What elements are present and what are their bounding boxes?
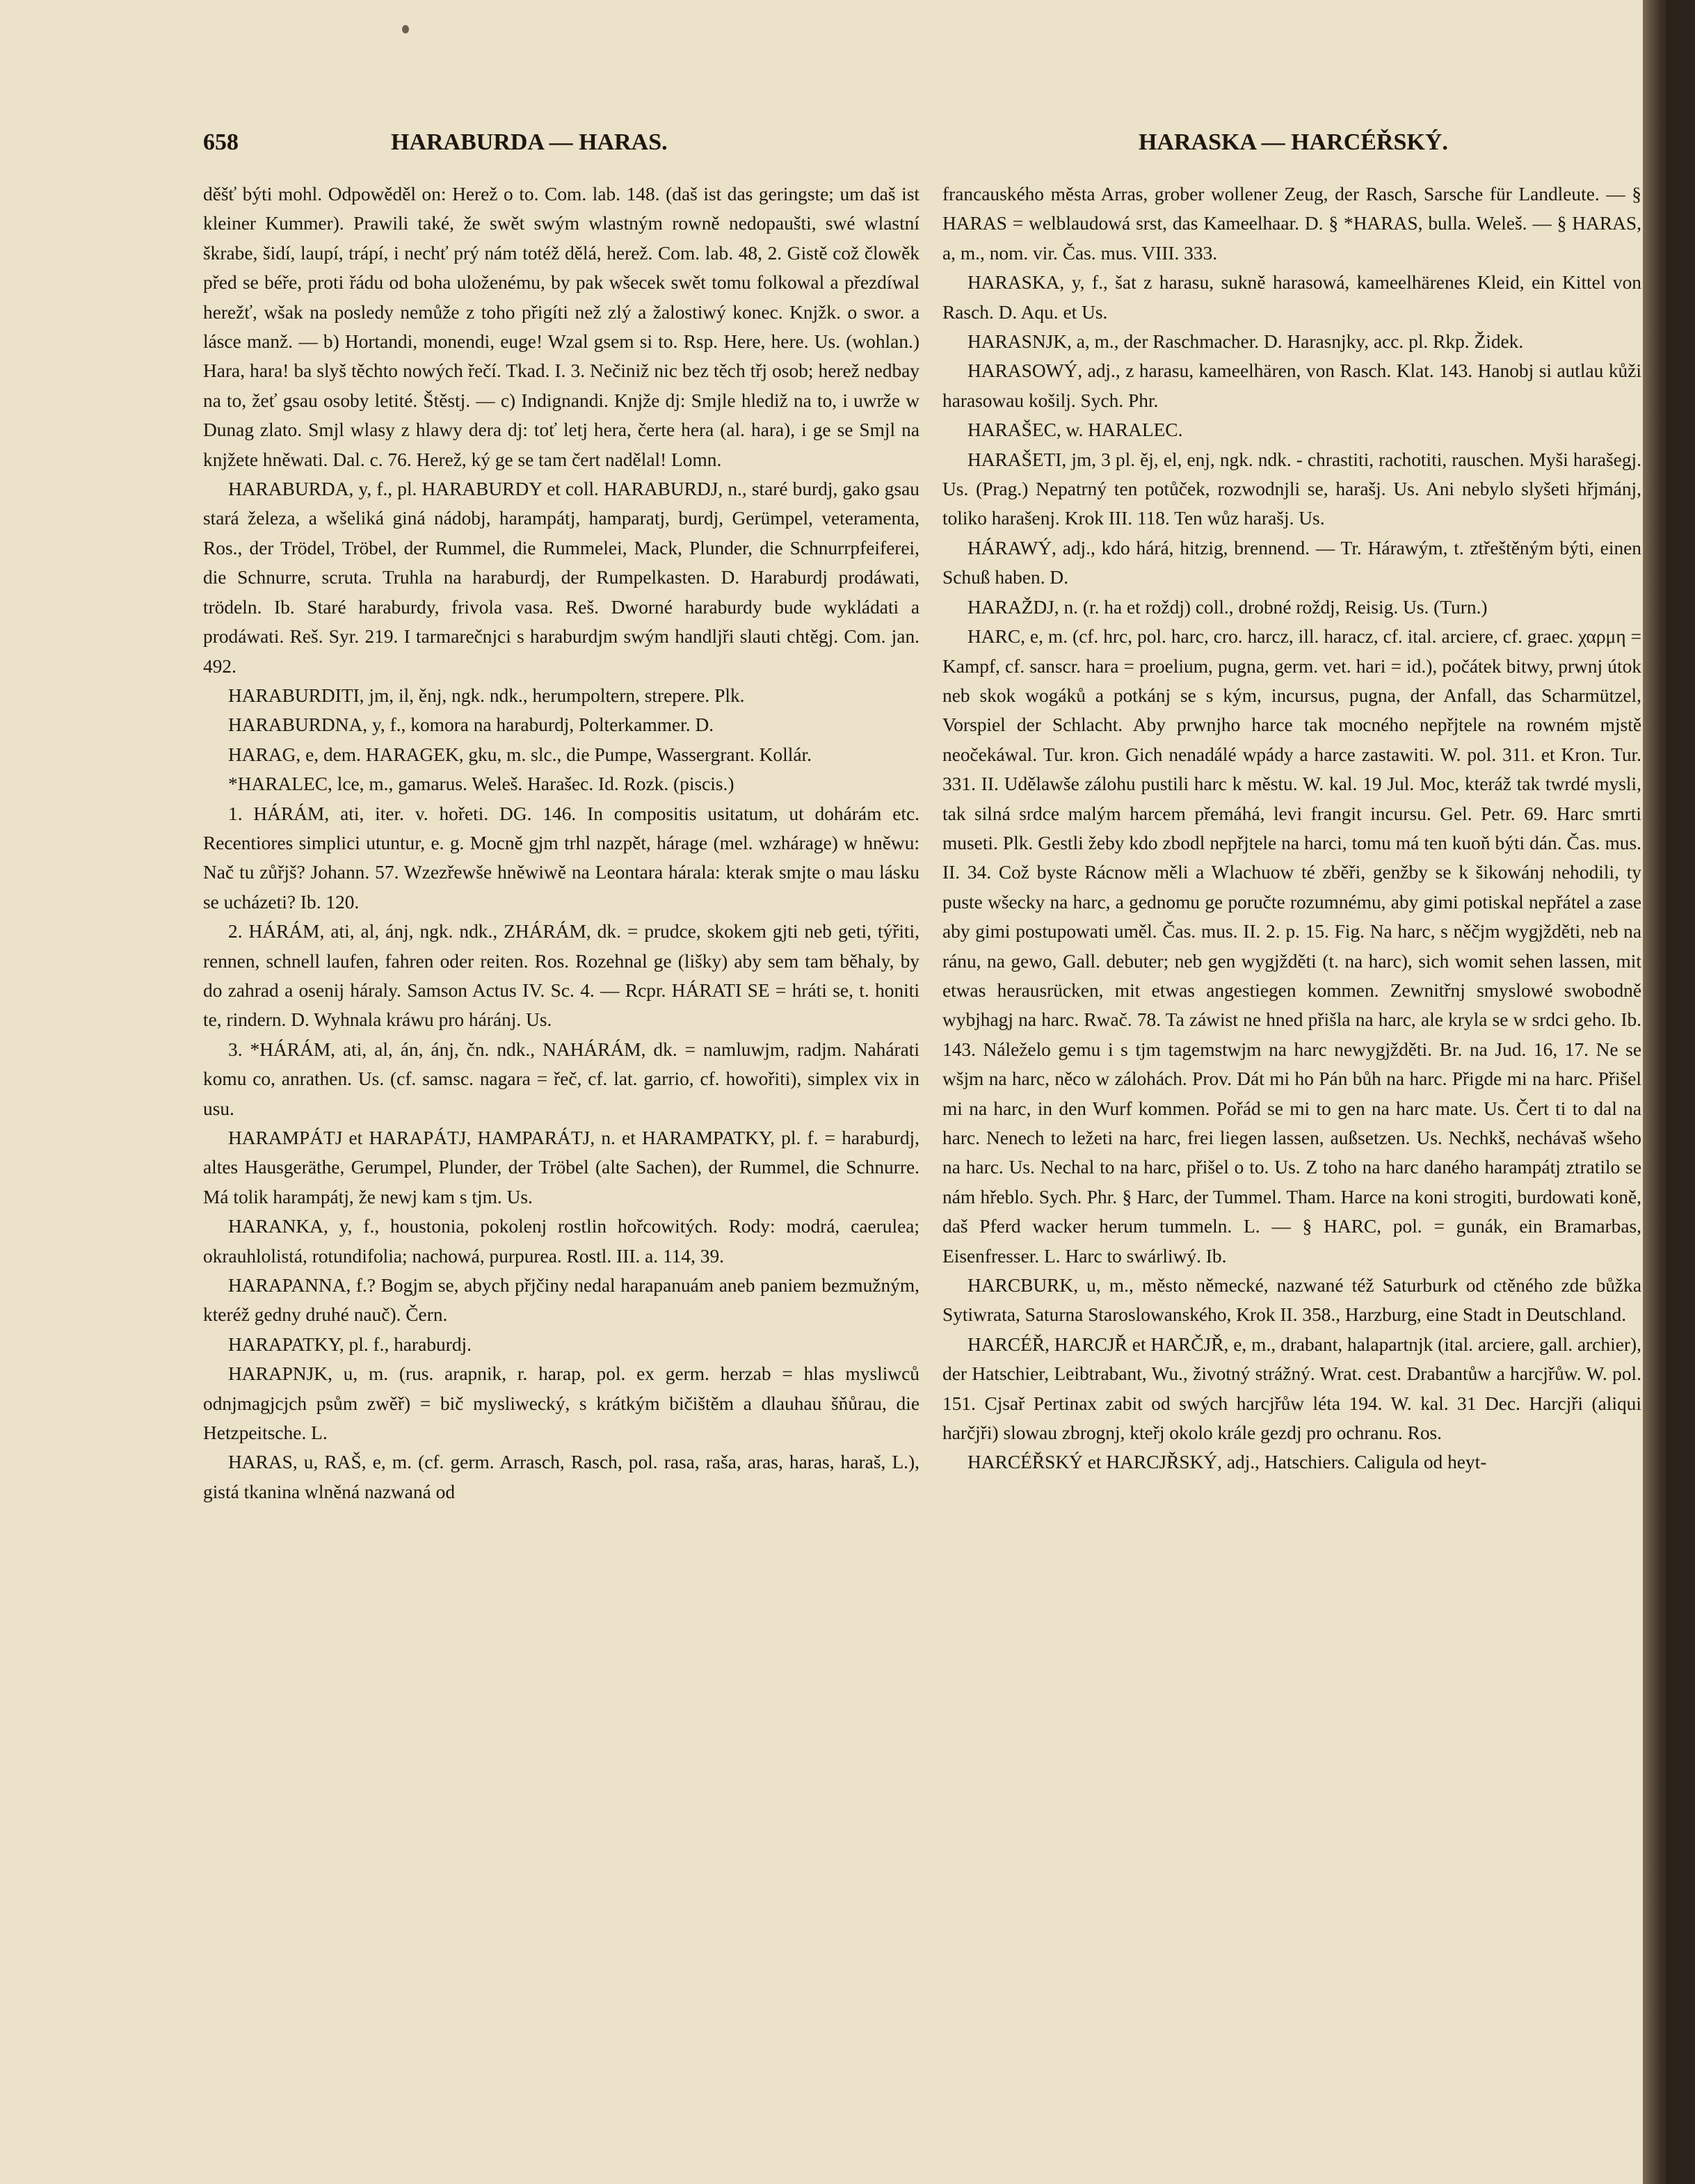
dictionary-entry: 1. HÁRÁM, ati, iter. v. hořeti. DG. 146. In compositis usitatum, ut dohárám etc. Recentiores simplici utuntur, e. g. Mocně gjm trhl nazpět, hárage (mel. wzhárage) w hněwu: Nač tu zůřjš? Johann. 57. Wzezřewše hněwiwě na Leontara hárala: kterak smjte o mau lásku se ucházeti? Ib. 120. (203, 803, 919, 913)
dictionary-entry: HARAMPÁTJ et HARAPÁTJ, HAMPARÁTJ, n. et HARAMPATKY, pl. f. = haraburdj, altes Hausgeräthe, Gerumpel, Plunder, der Tröbel (alte Sachen), der Rummel, die Schnurre. Má tolik harampátj, že newj kam s tjm. Us. (203, 1127, 919, 1207)
dictionary-entry: HARCÉŘSKÝ et HARCJŘSKÝ, adj., Hatschiers. Caligula od heyt- (967, 1452, 1487, 1473)
dictionary-entry: HARAŠEC, w. HARALEC. (967, 419, 1183, 441)
right-running-title: HARASKA — HARCÉŘSKÝ. (1139, 129, 1448, 155)
dictionary-entry: 3. *HÁRÁM, ati, al, án, ánj, čn. ndk., NAHÁRÁM, dk. = namluwjm, radjm. Nahárati komu co, anrathen. Us. (cf. samsc. nagara = řeč, cf. lat. garrio, cf. howořiti), simplex vix in usu. (203, 1038, 919, 1119)
dictionary-entry: HÁRAWÝ, adj., kdo hárá, hitzig, brennend. — Tr. Hárawým, t. ztřeštěným býti, einen Schuß haben. D. (942, 537, 1641, 588)
dictionary-entry: HARASOWÝ, adj., z harasu, kameelhären, von Rasch. Klat. 143. Hanobj si autlau kůži harasowau košilj. Sych. Phr. (942, 360, 1641, 411)
continued-text: francauského města Arras, grober wollener Zeug, der Rasch, Sarsche für Landleute. — § HARAS = welblaudowá srst, das Kameelhaar. D. § *HARAS, bulla. Weleš. — § HARAS, a, m., nom. vir. Čas. mus. VIII. 333. (942, 184, 1641, 264)
dictionary-entry: HARC, e, m. (cf. hrc, pol. harc, cro. harcz, ill. haracz, cf. ital. arciere, cf. graec. χαρμη = Kampf, cf. sanscr. hara = proelium, pugna, germ. vet. hari = id.), počátek bitwy, prwnj útok neb skok wogáků a potkánj se s kým, incursus, pugna, der Anfall, das Scharmützel, Vorspiel der Schlacht. Aby prwnjho harce tak mocného nepřjtele na rowném mjstě neočekáwal. Tur. kron. Gich nenadálé wpády a harce zastawiti. W. pol. 311. et Kron. Tur. 331. II. Udělawše zálohu pustili harc k městu. W. kal. 19 Jul. Moc, kteráž tak twrdé mysli, tak silná srdce malým harcem přemáhá, levi frangit incursu. Gel. Petr. 69. Harc smrti museti. Plk. Gestli žeby kdo zbodl nepřjtele na harci, tomu má ten kuoň býti dán. Čas. mus. II. 34. Což byste Rácnow měli a Wlachuow té zběři, genžby se k šikowánj nehodili, ty puste wšecky na harc, a gednomu ge poručte rozumnému, aby gimi potiskal nepřátel a zase aby gimi postupowati uměl. Čas. mus. II. 2. p. 15. Fig. Na harc, s něčjm wygjžděti, neb na ránu, na gewo, Gall. debuter; neb gen wygjžděti (t. na harc), sich womit sehen lassen, mit etwas herausrücken, mit etwas angestiegen kommen. Zewnitřnj smyslowé swobodně wybjhagj na harc. Rwač. 78. Ta záwist ne hned přišla na harc, ale kryla se w srdci geho. Ib. 143. Náleželo gemu i s tjm tagemstwjm na harc newygjžděti. Br. na Jud. 16, 17. Ne se wšjm na harc, něco w zálohách. Prov. Dát mi ho Pán bůh na harc. Přigde mi na harc. Přišel mi na harc, in den Wurf kommen. Pořád se mi to gen na harc mate. Us. Čert ti to dal na harc. Nenech to ležeti na harc, frei liegen lassen, außsetzen. Us. Nechkš, nechávaš wšeho na harc. Us. Nechal to na harc, přišel o to. Us. Z toho na harc daného harampátj ztratilo se nám hřeblo. Sych. Phr. § Harc, der Tummel. Tham. Harce na koni strogiti, burdowati koně, daš Pferd wacker herum tummeln. L. — § HARC, pol. = gunák, ein Bramarbas, Eisenfresser. L. Harc to swárliwý. Ib. (942, 626, 1641, 1267)
running-header (203, 129, 1629, 163)
dictionary-entry: HARABURDITI, jm, il, ěnj, ngk. ndk., herumpoltern, strepere. Plk. (228, 684, 745, 706)
left-column (203, 179, 919, 1507)
dictionary-entry: HARABURDNA, y, f., komora na haraburdj, Polterkammer. D. (228, 714, 714, 736)
dictionary-entry: HARAPATKY, pl. f., haraburdj. (228, 1333, 472, 1355)
dictionary-entry: 2. HÁRÁM, ati, al, ánj, ngk. ndk., ZHÁRÁM, dk. = prudce, skokem gjti neb geti, týřiti, rennen, schnell laufen, fahren oder reiten. Ros. Rozehnal ge (lišky) aby sem tam běhaly, by do zahrad a osenij háraly. Samson Actus IV. Sc. 4. — Rcpr. HÁRATI SE = hráti se, t. honiti te, rindern. D. Wyhnala kráwu pro háránj. Us. (203, 921, 919, 1031)
dictionary-entry: *HARALEC, lce, m., gamarus. Weleš. Harašec. Id. Rozk. (piscis.) (228, 773, 734, 795)
dictionary-entry: HARABURDA, y, f., pl. HARABURDY et coll. HARABURDJ, n., staré burdj, gako gsau stará železa, a wšeliká giná nádobj, harampátj, hamparatj, burdj, Gerümpel, veteramenta, Ros., der Trödel, Tröbel, der Rummel, die Rummelei, Mack, Plunder, die Schnurrpfeiferei, die Schnurre, scruta. Truhla na haraburdj, der Rumpelkasten. D. Haraburdj prodáwati, trödeln. Ib. Staré haraburdy, frivola vasa. Reš. Dworné haraburdy bude wykládati a prodáwati. Reš. Syr. 219. I tarmarečnjci s haraburdjm swým handljři slauti chtěgj. Com. jan. 492. (203, 479, 919, 677)
right-column (942, 179, 1641, 1477)
dictionary-entry: HARASNJK, a, m., der Raschmacher. D. Harasnjky, acc. pl. Rkp. Židek. (967, 331, 1524, 353)
dictionary-entry: HARAŠETI, jm, 3 pl. ěj, el, enj, ngk. ndk. - chrastiti, rachotiti, rauschen. Myši harašegj. Us. (Prag.) Nepatrný ten potůček, rozwodnjli se, harašj. Us. Ani nebylo slyšeti hřjmánj, toliko harašenj. Krok III. 118. Ten wůz harašj. Us. (942, 449, 1641, 529)
left-running-title: HARABURDA — HARAS. (391, 129, 668, 155)
binding-edge (1666, 0, 1695, 2184)
print-speck (402, 25, 409, 33)
dictionary-entry: HARAŽDJ, n. (r. ha et roždj) coll., drobné roždj, Reisig. Us. (Turn.) (967, 596, 1488, 618)
dictionary-entry: HARAG, e, dem. HARAGEK, gku, m. slc., die Pumpe, Wassergrant. Kollár. (228, 744, 812, 765)
dictionary-entry: HARASKA, y, f., šat z harasu, sukně harasowá, kameelhärenes Kleid, ein Kittel von Rasch. D. Aqu. et Us. (942, 272, 1641, 323)
dictionary-entry: HARCBURK, u, m., město německé, nazwané též Saturburk od ctěného zde bůžka Sytiwrata, Saturna Staroslowanského, Krok II. 358., Harzburg, eine Stadt in Deutschland. (942, 1275, 1641, 1326)
dictionary-entry: HARAS, u, RAŠ, e, m. (cf. germ. Arrasch, Rasch, pol. rasa, raša, aras, haras, haraš, L.), gistá tkanina wlněná nazwaná od (203, 1452, 919, 1502)
page-number: 658 (203, 129, 239, 155)
dictionary-entry: HARANKA, y, f., houstonia, pokolenj rostlin hořcowitých. Rody: modrá, caerulea; okrauhlolistá, rotundifolia; nachowá, purpurea. Rostl. III. a. 114, 39. (203, 1216, 919, 1267)
dictionary-entry: HARAPNJK, u, m. (rus. arapnik, r. harap, pol. ex germ. herzab = hlas mysliwců odnjmagjcjch psům zwěř) = bič mysliwecký, s krátkým bičištěm a dlauhau šňůrau, die Hetzpeitsche. L. (203, 1363, 919, 1444)
dictionary-entry: HARCÉŘ, HARCJŘ et HARČJŘ, e, m., drabant, halapartnjk (ital. arciere, gall. archier), der Hatschier, Leibtrabant, Wu., životný strážný. Wrat. cest. Drabantůw a harcjřůw. W. pol. 151. Cjsař Pertinax zabit od swých harcjřůw léta 194. W. kal. 31 Dec. Harcjři (aliqui harčjři) slowau zbrognj, kteřj okolo krále gezdj pro ochranu. Ros. (942, 1333, 1641, 1444)
dictionary-entry: HARAPANNA, f.? Bogjm se, abych přjčiny nedal harapanuám aneb paniem bezmužným, kteréž gedny druhé nauč). Čern. (203, 1275, 919, 1326)
continued-text: děšť býti mohl. Odpowěděl on: Herež o to. Com. lab. 148. (daš ist das geringste; um daš ist kleiner Kummer). Prawili také, že swět swým wlastným rowně nedopaušti, swé wlastní škrabe, šidí, laupí, trápí, i nechť prý nám totéž dělá, herež. Com. lab. 48, 2. Gistě což člowěk před se béře, proti řádu od boha uloženému, by pak wšecek swět tomu folkowal a přezdíwal herežť, wšak na posledy nemůže z toho přigíti než zlý a žalostiwý konec. Knjžk. o swor. a lásce manž. — b) Hortandi, monendi, euge! Wzal gsem si to. Rsp. Here, here. Us. (wohlan.) Hara, hara! ba slyš těchto nowých řečí. Tkad. I. 3. Nečiniž nic bez těch třj osob; herež nedbay na to, žeť gsau osoby letité. Štěstj. — c) Indignandi. Knjže dj: Smjle hlediž na to, i uwrže w Dunag zlato. Smjl wlasy z hlawy dera dj: toť letj hera, čerte hera (al. hara), i ge se Smjl na knjžete hněwati. Dal. c. 76. Herež, ký ge se tam čert nadělal! Lomn. (203, 184, 919, 470)
